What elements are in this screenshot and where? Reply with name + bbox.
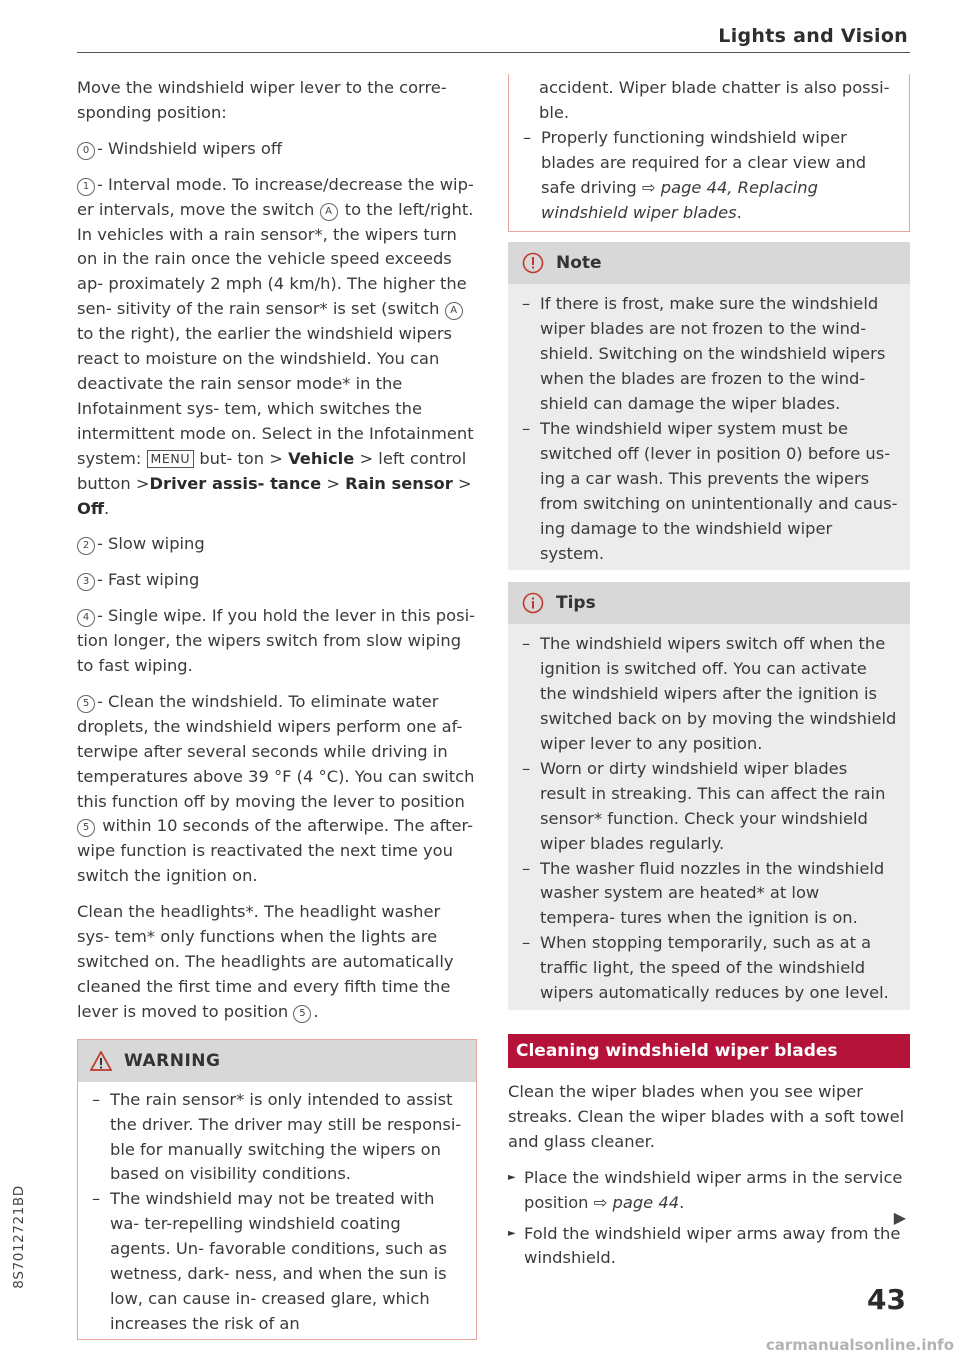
position-3-marker: 3	[77, 573, 95, 591]
headlights-position-marker: 5	[293, 1005, 311, 1023]
driver-assistance-label: Driver assis- tance	[149, 473, 322, 493]
note-title: Note	[556, 253, 602, 274]
position-5-paragraph	[77, 690, 477, 889]
switch-a-marker-2: A	[445, 302, 463, 320]
tips-item: – When stopping temporarily, such as at a traffic light, the speed of the windshield wipers automatically reduces by one level.	[520, 931, 898, 1006]
tips-item: – Worn or dirty windshield wiper blades result in streaking. This can affect the rain sensor* function. Check your windshield wiper blades regularly.	[520, 757, 898, 857]
step-1-end: .	[679, 1192, 685, 1212]
warning-body	[78, 1082, 476, 1339]
exclamation-circle-icon	[522, 252, 544, 274]
position-0-paragraph	[77, 137, 477, 162]
warning-continuation-list	[521, 126, 897, 226]
note-list	[520, 292, 898, 566]
warning-continuation-box	[508, 74, 910, 232]
side-document-code	[11, 1162, 27, 1312]
replacing-wiper-blades-link[interactable]: ⇨ page 44, Replacing windshield wiper blades	[541, 177, 818, 222]
position-1-text-d: but- ton >	[199, 448, 283, 468]
menu-separator: >	[326, 473, 340, 493]
position-2-text: - Slow wiping	[97, 534, 205, 554]
left-column	[77, 76, 477, 1340]
position-1-marker: 1	[77, 178, 95, 196]
step-item: ► Fold the windshield wiper arms away from the windshield.	[508, 1222, 910, 1272]
intro-paragraph: Move the windshield wiper lever to the corre- sponding position:	[77, 78, 447, 122]
menu-separator-2: >	[457, 473, 472, 493]
note-box	[508, 242, 910, 570]
tips-list	[520, 632, 898, 1006]
warning-continuation-item-end: .	[736, 202, 742, 222]
section-intro: Clean the wiper blades when you see wiper streaks. Clean the wiper blades with a soft towel and glass cleaner.	[508, 1082, 905, 1151]
tips-box	[508, 582, 910, 1010]
position-0-text: - Windshield wipers off	[97, 138, 283, 158]
position-5-text-b: within 10 seconds of the afterwipe. The after- wipe function is reactivated the next time you switch the ignition on.	[77, 816, 473, 886]
position-1-text-b: to the left/right. In vehicles with a rain sensor*, the wipers turn on in the rain once the vehicle speed exceeds ap- proximately 2 mph (4 km/h). The higher the sen- sitivity of the rain sensor* is set (switch	[77, 199, 474, 319]
position-5-marker: 5	[77, 695, 95, 713]
tips-body	[508, 624, 910, 1010]
warning-continuation-item	[521, 126, 897, 226]
note-header	[508, 242, 910, 284]
running-header-title: Lights and Vision	[718, 25, 908, 47]
note-item: – If there is frost, make sure the windshield wiper blades are not frozen to the wind- shield. Switching on the windshield wipers when the blades are frozen to the wind- shield can damage the wiper blades.	[520, 292, 898, 417]
right-column	[508, 76, 910, 1277]
tips-header	[508, 582, 910, 624]
headlights-paragraph	[77, 900, 477, 1025]
side-code-text: 8S7012721BD	[11, 1185, 27, 1289]
note-item: – The windshield wiper system must be switched off (lever in position 0) before us- ing a car wash. This prevents the wipers from switching on unintentionally and caus- ing damage to the windshield wiper system.	[520, 417, 898, 566]
menu-key: MENU	[147, 450, 195, 468]
headlights-end: .	[313, 1001, 319, 1021]
position-4-text: - Single wipe. If you hold the lever in this posi- tion longer, the wipers switch from slow wiping to fast wiping.	[77, 606, 475, 676]
vehicle-menu-label: Vehicle	[288, 448, 355, 468]
warning-item: – The rain sensor* is only intended to assist the driver. The driver may still be responsi- ble for manually switching the wipers on based on visibility conditions.	[90, 1088, 464, 1188]
tips-item: – The windshield wipers switch off when the ignition is switched off. You can activate the windshield wipers after the ignition is switched back on by moving the windshield wiper lever to any position.	[520, 632, 898, 757]
position-5-text-a: - Clean the windshield. To eliminate water droplets, the windshield wipers perform one af- terwipe after several seconds while driving in temperatures above 39 °F (4 °C). You can switch this function off by moving the lever to position	[77, 691, 475, 811]
position-0-marker: 0	[77, 142, 95, 160]
position-1-paragraph	[77, 173, 477, 522]
warning-list	[90, 1088, 464, 1337]
position-1-text-c: to the right), the earlier the windshield wipers react to moisture on the windshield. You can deactivate the rain sensor mode* in the Infotainment sys- tem, which switches the intermittent mode on. Select in the Infotainment system:	[77, 324, 474, 468]
step-item	[508, 1166, 910, 1216]
step-list	[508, 1166, 910, 1272]
info-circle-icon	[522, 592, 544, 614]
off-label: Off	[77, 498, 105, 518]
warning-item: – The windshield may not be treated with wa- ter-repelling windshield coating agents. Un- favorable conditions, such as wetness, dark- ness, and when the sun is low, can cause in- creased glare, which increases the risk of an	[90, 1187, 464, 1336]
warning-header	[78, 1040, 476, 1082]
warning-continuation-text: accident. Wiper blade chatter is also possi- ble.	[539, 78, 890, 122]
continue-arrow-icon: ▶	[893, 1208, 906, 1227]
position-3-text: - Fast wiping	[97, 570, 200, 590]
position-1-text-a: - Interval mode. To increase/decrease the wip- er intervals, move the switch	[77, 174, 474, 219]
switch-a-marker: A	[320, 203, 338, 221]
tips-title: Tips	[556, 593, 596, 614]
position-2-marker: 2	[77, 537, 95, 555]
header-rule	[77, 52, 910, 53]
position-2-paragraph	[77, 532, 477, 557]
note-body	[508, 284, 910, 570]
headlights-text: Clean the headlights*. The headlight washer sys- tem* only functions when the lights are switched on. The headlights are automatically cleaned the first time and every fifth time the lever is moved to position	[77, 902, 454, 1021]
position-1-text-e: > left control button >	[77, 448, 467, 493]
warning-title: WARNING	[124, 1050, 221, 1071]
position-4-paragraph	[77, 604, 477, 679]
tips-item: – The washer fluid nozzles in the windshield washer system are heated* at low tempera- tures when the ignition is on.	[520, 857, 898, 932]
warning-continuation-item-text: Properly functioning windshield wiper blades are required for a clear view and safe driving	[541, 127, 867, 197]
position-5-marker-2: 5	[77, 819, 95, 837]
page-number: 43	[867, 1283, 906, 1316]
position-4-marker: 4	[77, 609, 95, 627]
warning-triangle-icon	[90, 1051, 112, 1071]
section-heading: Cleaning windshield wiper blades	[508, 1034, 910, 1068]
rain-sensor-label: Rain sensor	[345, 473, 453, 493]
warning-box	[77, 1039, 477, 1340]
position-1-end: .	[104, 498, 110, 518]
step-1-text: Place the windshield wiper arms in the service position	[524, 1167, 903, 1212]
page-44-link[interactable]: ⇨ page 44	[593, 1192, 680, 1212]
position-3-paragraph	[77, 568, 477, 593]
watermark: carmanualsonline.info	[765, 1336, 954, 1354]
